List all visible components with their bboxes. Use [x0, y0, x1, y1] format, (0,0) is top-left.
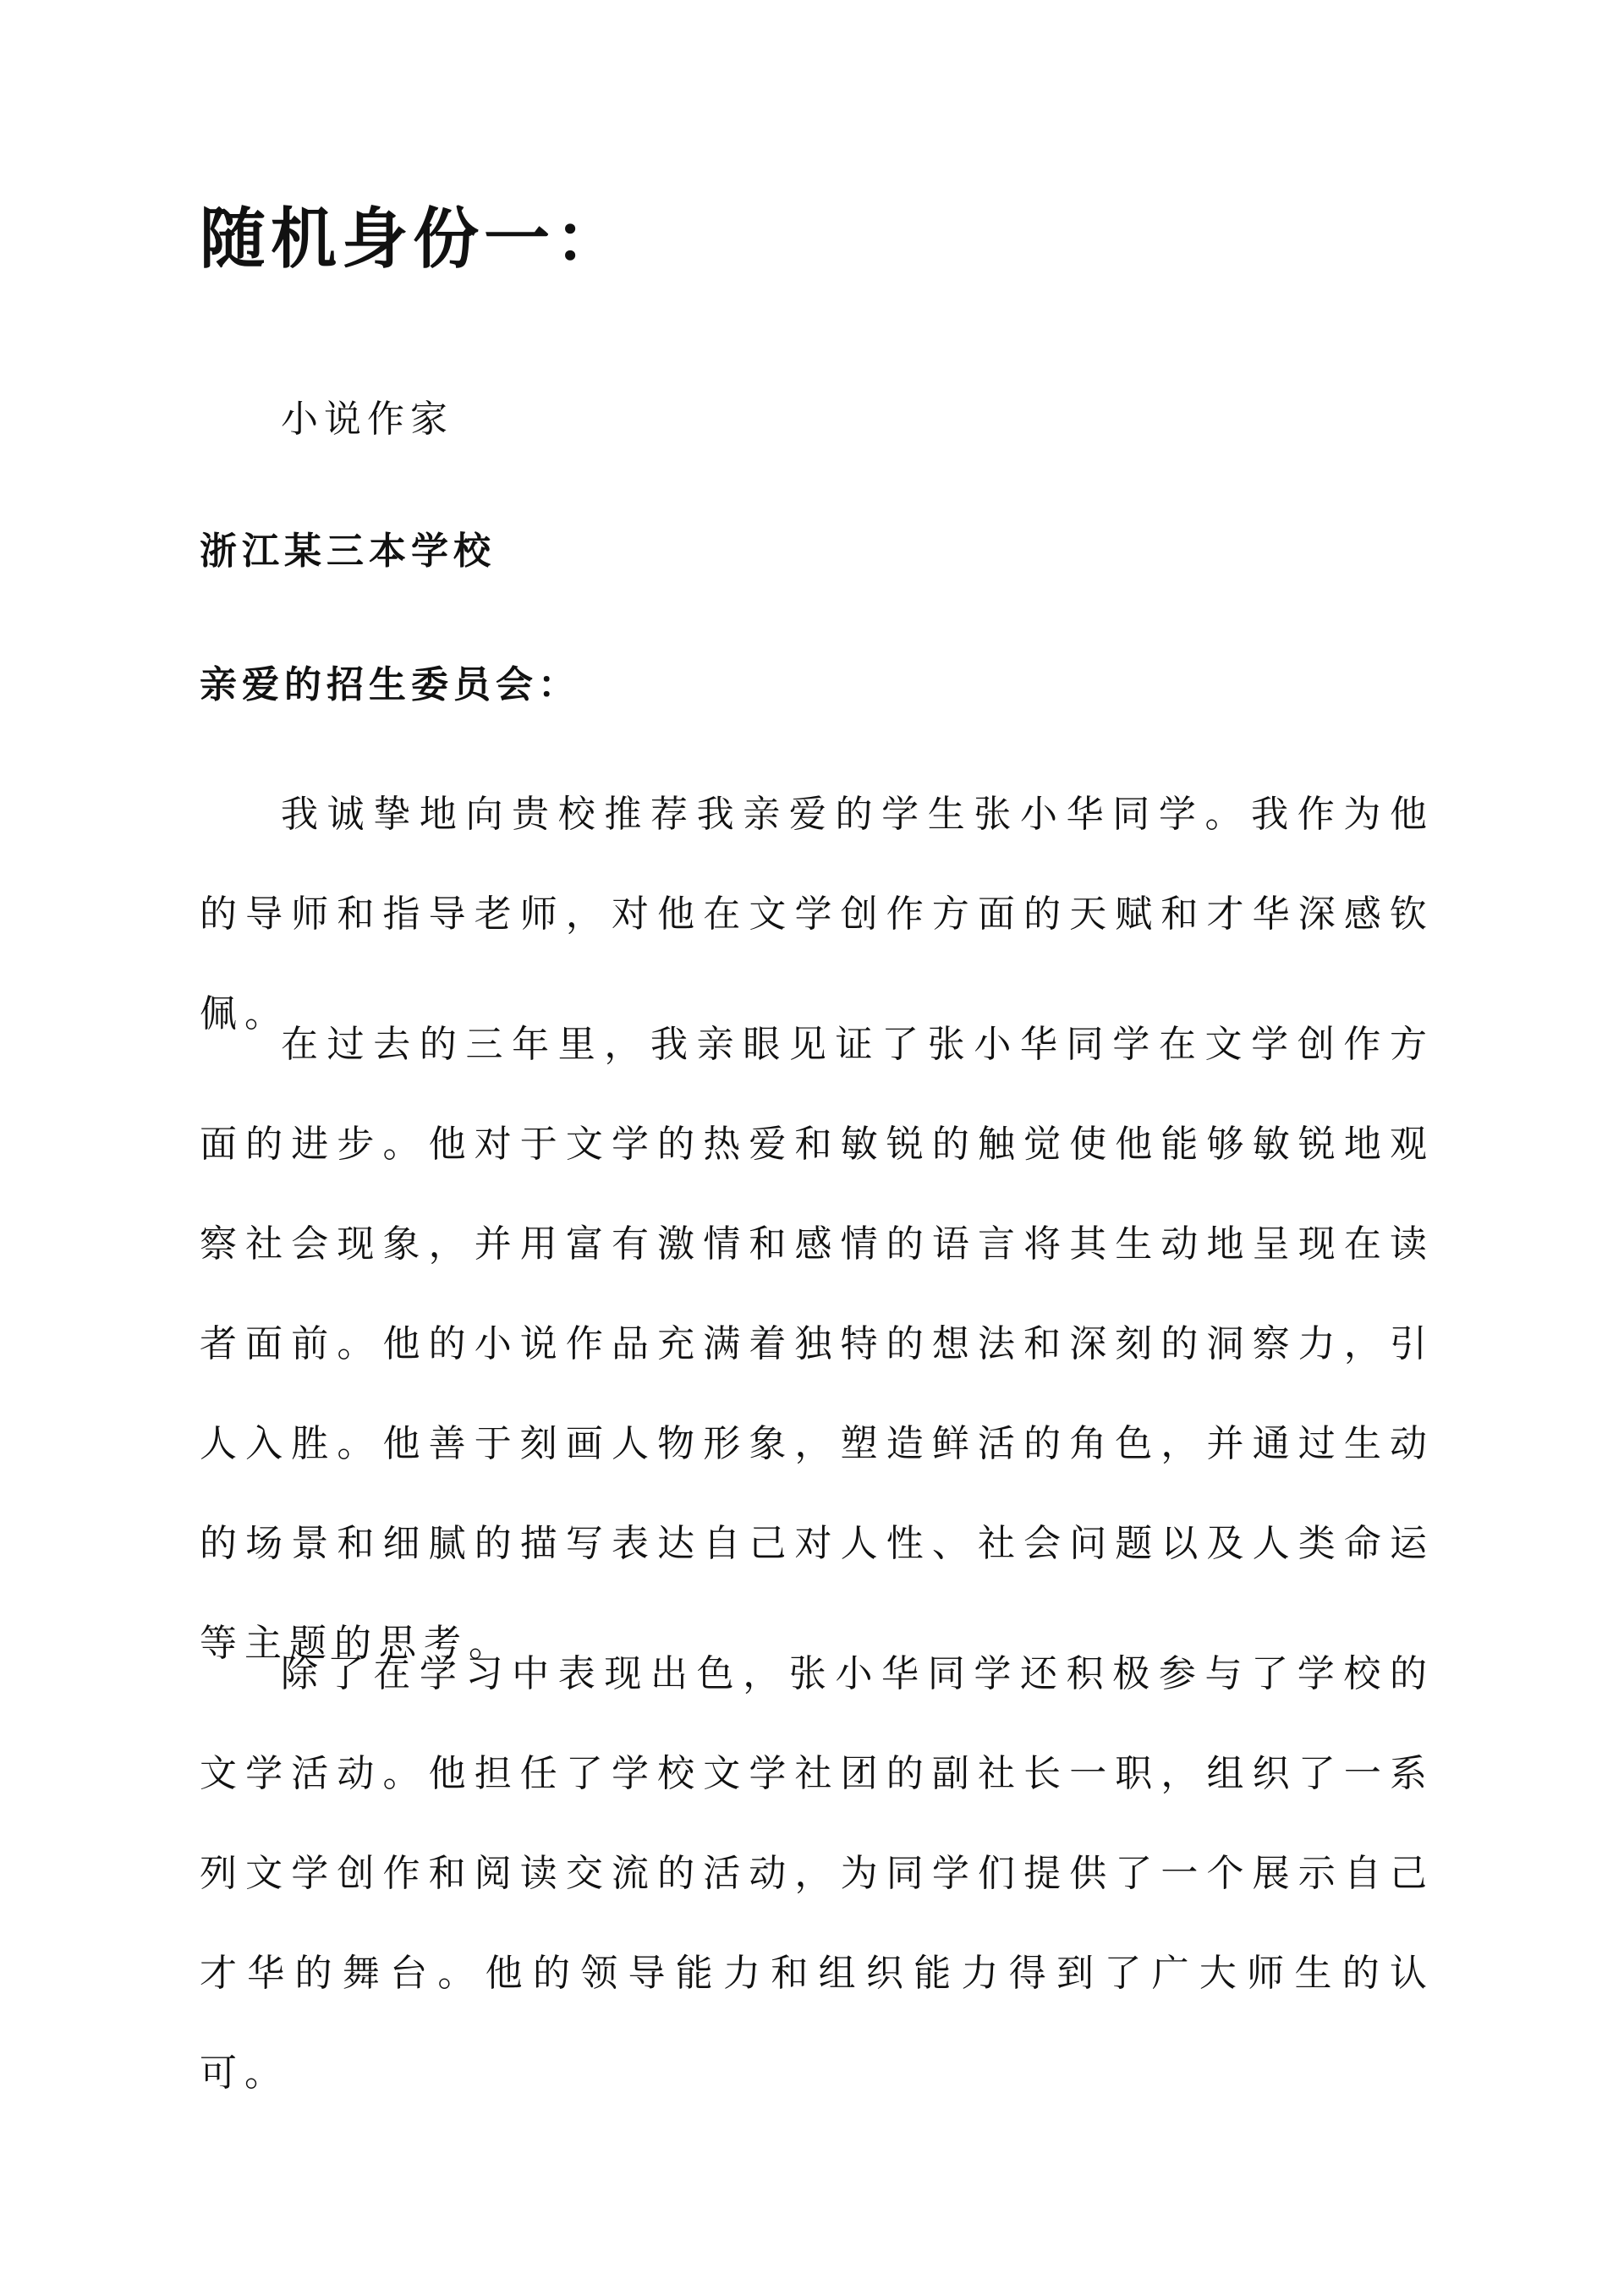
document-title: 随机身份一： [200, 200, 627, 277]
paragraph-activities: 除了在学习中表现出色，张小华同学还积极参与了学校的文学活动。他担任了学校文学社团的副社长一职，组织了一系列文学创作和阅读交流的活动，为同学们提供了一个展示自己才华的舞台。他的领导能力和组织能力得到了广大师生的认可。 [200, 1652, 1435, 2095]
paragraph-intro: 我诚挚地向贵校推荐我亲爱的学生张小华同学。我作为他的导师和指导老师，对他在文学创作方面的天赋和才华深感钦佩。 [200, 793, 1435, 1035]
paragraph-progress: 在过去的三年里，我亲眼见证了张小华同学在文学创作方面的进步。他对于文学的热爱和敏锐的触觉使他能够敏锐地观察社会现象，并用富有激情和感情的语言将其生动地呈现在读者面前。他的小说作品充满着独特的想法和深刻的洞察力，引人入胜。他善于刻画人物形象，塑造鲜活的角色，并通过生动的场景和细腻的描写表达自己对人性、社会问题以及人类命运等主题的思考。 [200, 1023, 1435, 1665]
school-name: 浙江某三本学校 [200, 530, 496, 573]
author-role: 小说作家 [281, 398, 453, 441]
salutation: 亲爱的招生委员会： [200, 663, 580, 706]
